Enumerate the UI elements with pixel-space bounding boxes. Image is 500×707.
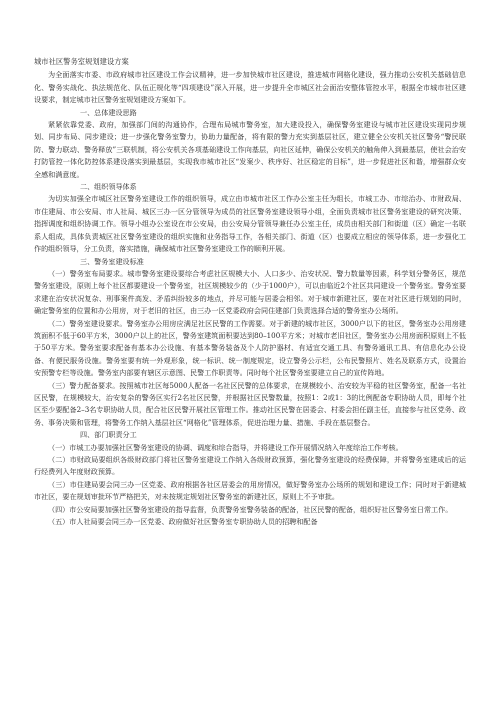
body-paragraph: （四）市公安局要加强社区警务室建设的指导监督，负责警务室警务装备的配备，社区民警的配备，组织好社区警务室日常工作。 — [48, 504, 453, 514]
document-title: 城市社区警务室规划建设方案 — [34, 57, 129, 66]
body-paragraph: （一）警务室布局要求。城市警务室建设要综合考虑社区规模大小、人口多少、治安状况、警力数量等因素，科学划分警务区，规范警务室建设，原则上每个社区都要建设一个警务室，社区规模较少的（少于1000户），可以由临近2个社区共同建设一个警务室。警务室要求建在治安状况复杂、刑事案件高发、矛盾纠纷较多的地点，并尽可能与居委会相邻。对于城市新建社区，要在对社区进行规划的同时，确定警务室的位置和办公用房，对于老旧的社区，由三办一区党委政府会同住建部门负责选择合适的警务室办公场所。 — [34, 268, 466, 316]
section-heading: 二、组织领导体系 — [80, 182, 137, 192]
section-heading: 一、总体建设思路 — [80, 107, 137, 117]
section-heading: 三、警务室建设标准 — [80, 256, 144, 266]
body-paragraph: 为全面落实市委、市政府城市社区建设工作会议精神，进一步加快城市社区建设，推进城市网格化建设，强力推动公安机关基础信息化、警务实战化、执法规范化、队伍正规化等“四项建设”深入开展，进一步提升全市城区社会面治安整体管控水平，根据全市城市社区建设要求，制定城市社区警务室规划建设方案如下。 — [34, 70, 466, 105]
body-paragraph: 为切实加强全市城区社区警务室建设工作的组织领导，成立由市城市社区工作办公室主任为组长，市城工办、市综治办、市财政局、市住建局、市公安局、市人社局、城区三办一区分管领导为成员的社区警务室建设领导小组，全面负责城市社区警务室建设的研究决策、指挥调度和组织协调工作。领导小组办公室设在市公安局，由公安局分管领导兼任办公室主任，成员由相关部门和街道（区）确定一名联系人组成，具体负责城区社区警务室建设的组织实施和业务指导工作，各相关部门、街道（区）也要成立相应的领导体系，进一步强化工作的组织领导，分工负责，落实措施，确保城市社区警务室建设工作的顺利开展。 — [34, 194, 466, 254]
body-paragraph: （一）市城工办要加强社区警务室建设的协调、调度和综合指导，并将建设工作开展情况纳入年度综治工作考核。 — [48, 442, 403, 452]
body-paragraph: （二）警务室建设要求。警务室办公用房应满足社区民警的工作需要。对于新建的城市社区，3000户以下的社区，警务室办公用房建筑面积不低于60平方米，3000户以上的社区，警务室建筑面积要达到80–100平方米；对城市老旧社区，警务室办公用房面积原则上不低于50平方米。警务室要求配备有基本办公设施、有基本警务装备及个人防护器材、有适宜交通工具、有警务通讯工具、有信息化办公设备、有便民服务设施。警务室要有统一外观形象，统一标识、统一制度规定，设立警务公示栏，公布民警照片、姓名及联系方式，设置治安预警专栏等设施。警务室内部要有辖区示意图、民警工作职责等。同时每个社区警务室要建立自己的宣传阵地。 — [34, 318, 466, 378]
section-heading: 四、部门职责分工 — [80, 430, 137, 440]
body-paragraph: 紧紧依靠党委、政府，加强部门间的沟通协作，合理布局城市警务室，加大建设投入，确保警务室建设与城市社区建设实现同步规划、同步布局、同步建设；进一步强化警务室警力，协助力量配备，将有限的警力充实到基层社区，建立健全公安机关社区警务“警民联防、警力联动、警务释放”三联机制，将公安机关各项基础建设工作向基层，向社区延伸，确保公安机关的触角伸入到最基层，使社会治安打防管控一体化防控体系建设落实到最基层，实现我市城市社区“发案少、秩序好、社区稳定的目标”，进一步促进社区和谐，增强群众安全感和满意度。 — [34, 120, 466, 179]
body-paragraph: （三）警力配备要求。按照城市社区每5000人配备一名社区民警的总体要求，在规模较小、治安较为平稳的社区警务室，配备一名社区民警，在规模较大，治安复杂的警务区实行2名社区民警，并根据社区民警数量，按照1：2或1：3的比例配备专职协助人员，即每个社区至少要配备2–3名专职协助人员，配合社区民警开展社区管理工作。推动社区民警在居委会、村委会担任副主任，直接参与社区党务、政务、事务决策和管理，将警务工作纳入基层社区“网格化”管理体系，促进治理力量、措施、手段在基层整合。 — [34, 380, 466, 427]
body-paragraph: （三）市住建局要会同三办一区党委、政府根据各社区居委会的用房情况，做好警务室办公场所的规划和建设工作；同时对于新建城市社区，要在规划审批环节严格把关，对未按规定规划社区警务室的新建社区，原则上不予审批。 — [34, 479, 466, 502]
body-paragraph: （二）市财政局要组织各级财政部门将社区警务室建设工作纳入各级财政预算，强化警务室建设的经费保障，并将警务室建成后的运行经费列入年度财政预算。 — [34, 455, 466, 477]
body-paragraph: （五）市人社局要会同三办一区党委、政府做好社区警务室专职协助人员的招聘和配备 — [48, 517, 318, 527]
document-body — [34, 69, 466, 528]
